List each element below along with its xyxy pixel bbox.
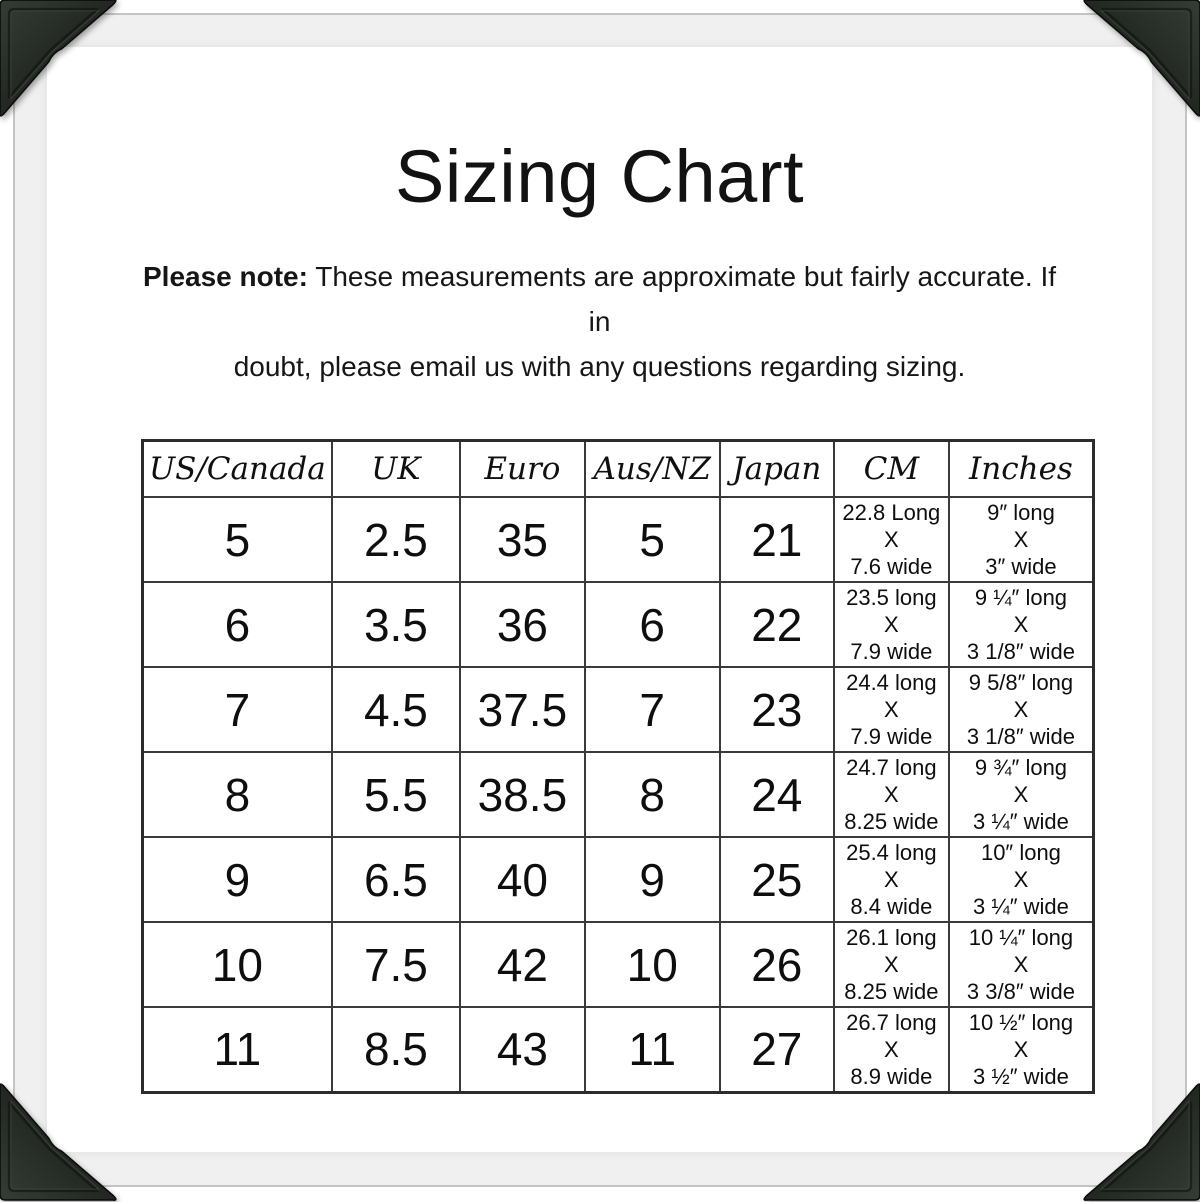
cell-japan: 26	[720, 922, 834, 1007]
cell-euro: 37.5	[460, 667, 585, 752]
cell-aus_nz: 8	[585, 752, 720, 837]
cell-line: X	[884, 697, 899, 722]
cell-japan: 27	[720, 1007, 834, 1092]
cell-euro: 40	[460, 837, 585, 922]
cell-inches	[949, 582, 1094, 667]
cell-aus_nz: 7	[585, 667, 720, 752]
cell-line: 9 ¼″ long	[974, 585, 1068, 610]
cell-line: 9″ long	[987, 500, 1055, 525]
cell-line: 24.7 long	[846, 755, 937, 780]
note-line-2: doubt, please email us with any questions regarding sizing.	[233, 351, 966, 382]
table-row	[143, 582, 1094, 667]
cell-uk: 7.5	[332, 922, 460, 1007]
column-header-japan: Japan	[720, 441, 834, 498]
cell-line: X	[1013, 782, 1029, 807]
cell-euro: 38.5	[460, 752, 585, 837]
cell-cm	[834, 582, 949, 667]
table-row	[143, 667, 1094, 752]
cell-line: 9 5/8″ long	[968, 670, 1074, 695]
cell-line: 8.25 wide	[844, 979, 939, 1004]
cell-line: X	[1013, 527, 1029, 552]
cell-line: 26.7 long	[846, 1009, 937, 1035]
cell-aus_nz: 6	[585, 582, 720, 667]
note-label: Please note:	[142, 261, 308, 292]
cell-inches	[949, 837, 1094, 922]
cell-us_canada: 5	[143, 497, 332, 582]
cell-line: X	[884, 1036, 899, 1062]
cell-line: 3 ¼″ wide	[973, 809, 1069, 834]
cell-line: 8.9 wide	[850, 1063, 933, 1089]
cell-line: X	[884, 867, 899, 892]
cell-inches	[949, 1007, 1094, 1092]
cell-line: 3″ wide	[985, 554, 1057, 579]
cell-line: 7.9 wide	[850, 639, 933, 664]
note-line-1: These measurements are approximate but fairly accurate. If in	[315, 261, 1057, 337]
cell-uk: 2.5	[332, 497, 460, 582]
cell-inches	[949, 922, 1094, 1007]
table-row	[143, 922, 1094, 1007]
table-row	[143, 1007, 1094, 1092]
cell-line: X	[884, 952, 899, 977]
table-row	[143, 497, 1094, 582]
cell-us_canada: 6	[143, 582, 332, 667]
cell-line: 7.9 wide	[850, 724, 933, 749]
cell-uk: 4.5	[332, 667, 460, 752]
cell-line: 3 1/8″ wide	[966, 724, 1075, 749]
cell-line: 9 ¾″ long	[974, 755, 1068, 780]
cell-line: X	[884, 612, 899, 637]
table-body	[143, 497, 1094, 1092]
cell-euro: 36	[460, 582, 585, 667]
cell-line: 10 ¼″ long	[968, 925, 1074, 950]
cell-uk: 3.5	[332, 582, 460, 667]
cell-line: 8.25 wide	[844, 809, 939, 834]
cell-line: X	[1013, 867, 1029, 892]
cell-uk: 8.5	[332, 1007, 460, 1092]
cell-line: X	[1013, 697, 1029, 722]
cell-us_canada: 9	[143, 837, 332, 922]
photo-card	[47, 47, 1152, 1152]
cell-inches	[949, 752, 1094, 837]
cell-aus_nz: 5	[585, 497, 720, 582]
column-header-uk: UK	[332, 441, 460, 498]
table-row	[143, 837, 1094, 922]
cell-line: 8.4 wide	[850, 894, 933, 919]
cell-line: 10 ½″ long	[968, 1009, 1074, 1035]
cell-line: 26.1 long	[846, 925, 937, 950]
cell-japan: 24	[720, 752, 834, 837]
cell-line: X	[1013, 952, 1029, 977]
cell-line: 22.8 Long	[842, 500, 941, 525]
column-header-cm: CM	[834, 441, 949, 498]
column-header-us_canada: US/Canada	[143, 441, 332, 498]
table-row	[143, 752, 1094, 837]
cell-us_canada: 7	[143, 667, 332, 752]
cell-line: X	[884, 782, 899, 807]
cell-line: X	[884, 527, 899, 552]
cell-euro: 35	[460, 497, 585, 582]
cell-cm	[834, 837, 949, 922]
sizing-table	[141, 439, 1095, 1094]
cell-line: 3 1/8″ wide	[966, 639, 1075, 664]
cell-us_canada: 10	[143, 922, 332, 1007]
cell-uk: 5.5	[332, 752, 460, 837]
cell-euro: 43	[460, 1007, 585, 1092]
cell-line: 23.5 long	[846, 585, 937, 610]
cell-line: 25.4 long	[846, 840, 937, 865]
column-header-aus_nz: Aus/NZ	[585, 441, 720, 498]
cell-japan: 23	[720, 667, 834, 752]
cell-inches	[949, 667, 1094, 752]
cell-japan: 25	[720, 837, 834, 922]
cell-uk: 6.5	[332, 837, 460, 922]
cell-us_canada: 11	[143, 1007, 332, 1092]
cell-aus_nz: 10	[585, 922, 720, 1007]
cell-cm	[834, 752, 949, 837]
cell-japan: 22	[720, 582, 834, 667]
cell-line: 3 ¼″ wide	[973, 894, 1069, 919]
cell-us_canada: 8	[143, 752, 332, 837]
cell-inches	[949, 497, 1094, 582]
cell-line: X	[1013, 612, 1029, 637]
cell-line: 10″ long	[980, 840, 1061, 865]
cell-cm	[834, 922, 949, 1007]
column-header-inches: Inches	[949, 441, 1094, 498]
cell-euro: 42	[460, 922, 585, 1007]
cell-aus_nz: 9	[585, 837, 720, 922]
cell-japan: 21	[720, 497, 834, 582]
cell-cm	[834, 497, 949, 582]
cell-aus_nz: 11	[585, 1007, 720, 1092]
cell-line: 7.6 wide	[850, 554, 933, 579]
cell-cm	[834, 667, 949, 752]
cell-line: 3 3/8″ wide	[966, 979, 1075, 1004]
column-header-euro: Euro	[460, 441, 585, 498]
page-title: Sizing Chart	[394, 135, 805, 218]
cell-line: 24.4 long	[846, 670, 937, 695]
cell-line: 3 ½″ wide	[973, 1063, 1069, 1089]
cell-line: X	[1013, 1036, 1029, 1062]
cell-cm	[834, 1007, 949, 1092]
table-header-row	[143, 441, 1094, 498]
note	[140, 254, 1060, 389]
